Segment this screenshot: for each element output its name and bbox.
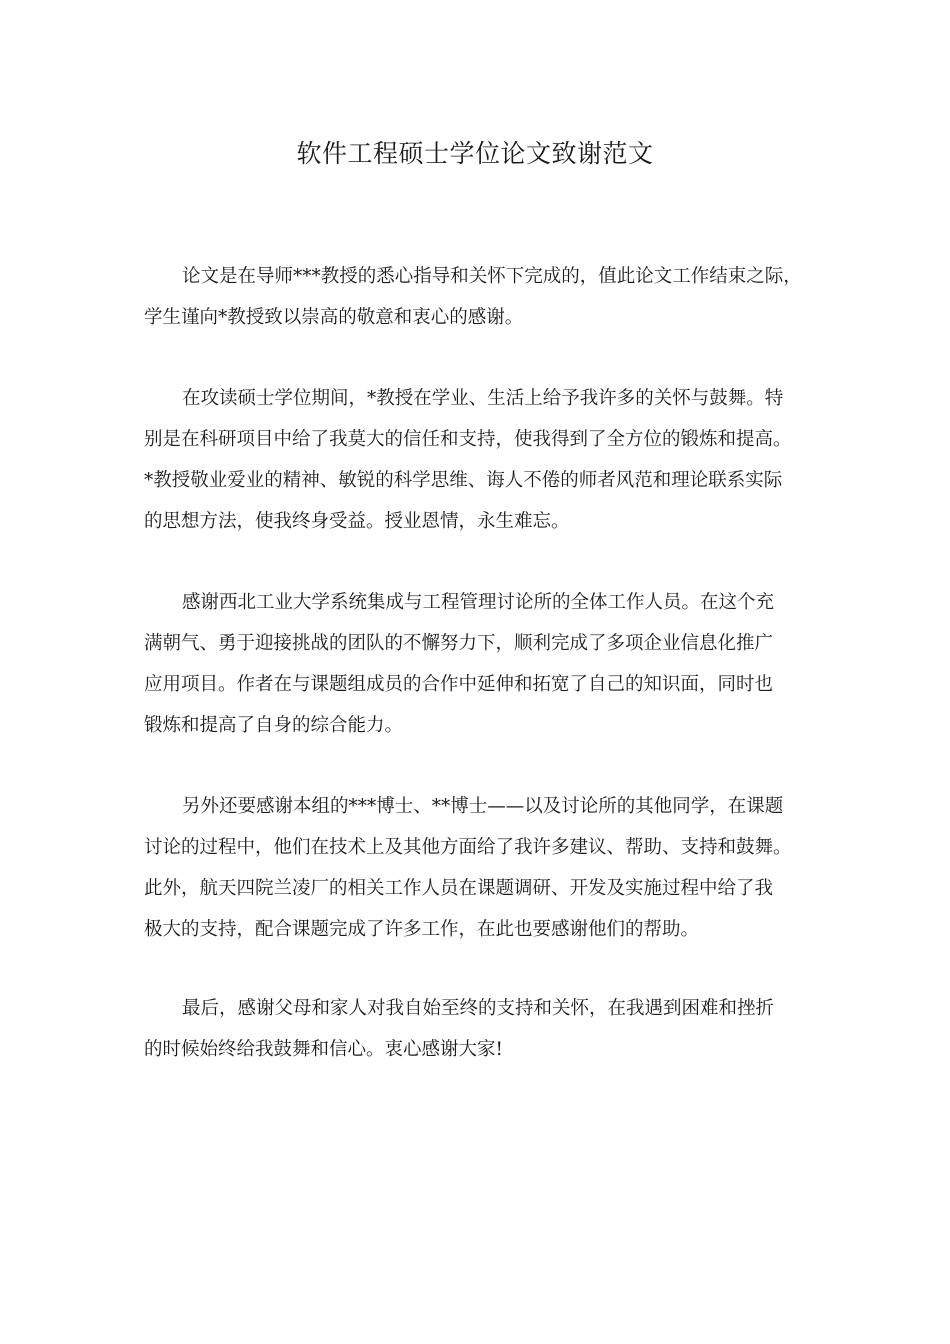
paragraph-line: 的思想方法，使我终身受益。授业恩情，永生难忘。 (144, 511, 570, 532)
paragraph-4 (144, 786, 792, 950)
paragraph-line: 学生谨向*教授致以崇高的敬意和衷心的感谢。 (144, 307, 524, 328)
paragraph-line: 另外还要感谢本组的***博士、**博士——以及讨论所的其他同学，在课题 (182, 796, 784, 817)
paragraph-line: 应用项目。作者在与课题组成员的合作中延伸和拓宽了自己的知识面，同时也 (144, 674, 774, 695)
paragraph-line: 在攻读硕士学位期间，*教授在学业、生活上给予我许多的关怀与鼓舞。特 (182, 388, 784, 409)
paragraph-line: 感谢西北工业大学系统集成与工程管理讨论所的全体工作人员。在这个充 (182, 592, 775, 613)
document-title: 软件工程硕士学位论文致谢范文 (296, 139, 654, 168)
paragraph-2 (144, 378, 792, 542)
paragraph-line: 论文是在导师***教授的悉心指导和关怀下完成的，值此论文工作结束之际， (182, 266, 802, 287)
paragraph-line: 锻炼和提高了自身的综合能力。 (144, 715, 404, 736)
paragraph-3 (144, 582, 774, 746)
paragraph-5 (144, 988, 774, 1070)
paragraph-line: 满朝气、勇于迎接挑战的团队的不懈努力下，顺利完成了多项企业信息化推广 (144, 633, 774, 654)
paragraph-line: 讨论的过程中，他们在技术上及其他方面给了我许多建议、帮助、支持和鼓舞。 (144, 837, 792, 858)
paragraph-1 (144, 256, 802, 338)
paragraph-line: 最后，感谢父母和家人对我自始至终的支持和关怀，在我遇到困难和挫折 (182, 998, 775, 1019)
paragraph-line: 别是在科研项目中给了我莫大的信任和支持，使我得到了全方位的锻炼和提高。 (144, 429, 792, 450)
paragraph-line: 的时候始终给我鼓舞和信心。衷心感谢大家! (144, 1039, 503, 1060)
paragraph-line: *教授敬业爱业的精神、敏锐的科学思维、诲人不倦的师者风范和理论联系实际 (144, 470, 783, 491)
paragraph-line: 极大的支持，配合课题完成了许多工作，在此也要感谢他们的帮助。 (144, 919, 700, 940)
paragraph-line: 此外，航天四院兰凌厂的相关工作人员在课题调研、开发及实施过程中给了我 (144, 878, 774, 899)
